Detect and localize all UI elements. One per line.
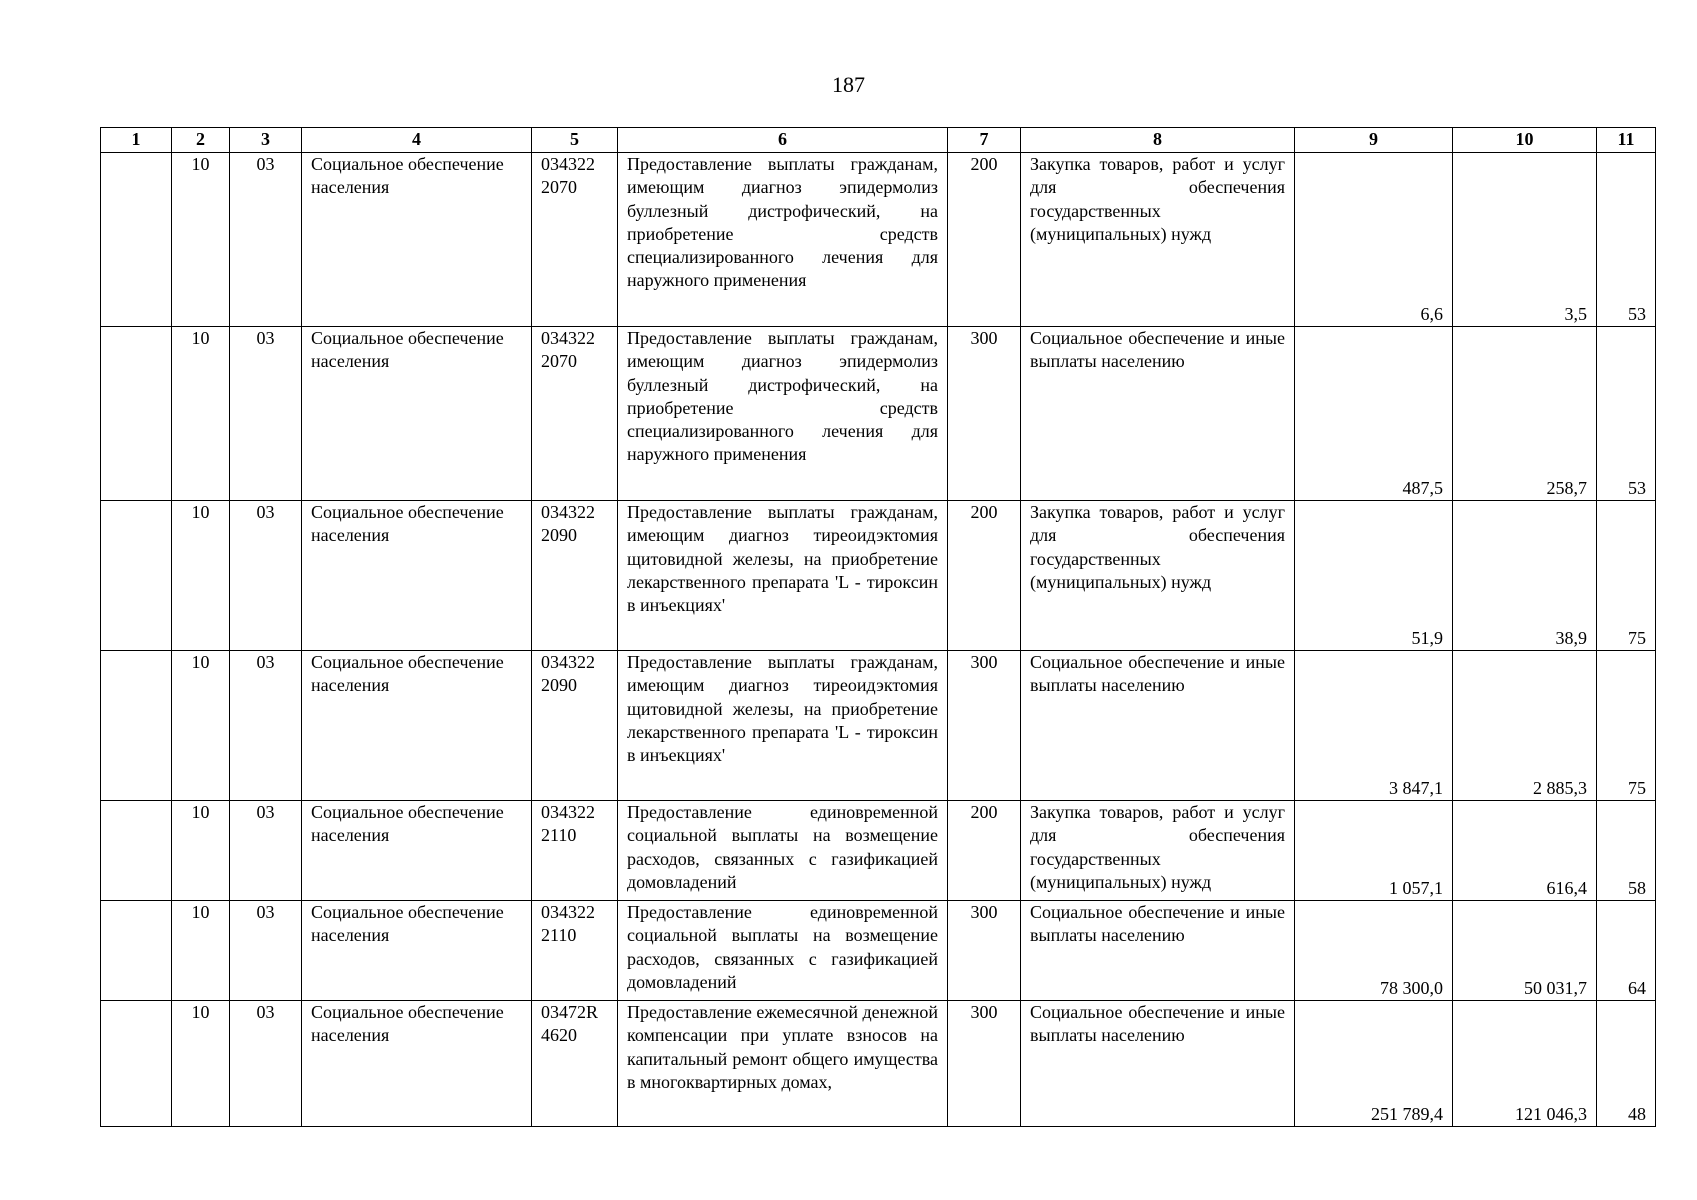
- column-header: 9: [1295, 128, 1453, 153]
- table-row: [101, 901, 1656, 1001]
- header-row: [101, 128, 1656, 153]
- percent-cell: 53: [1597, 327, 1656, 501]
- target-article-code-cell: 034322 2090: [532, 651, 618, 801]
- amount-plan-cell: 1 057,1: [1295, 801, 1453, 901]
- column-header: 8: [1021, 128, 1295, 153]
- target-article-code-cell: 034322 2110: [532, 801, 618, 901]
- row-index-cell: [101, 153, 172, 327]
- section-name-cell: Социальное обеспечение населения: [302, 501, 532, 651]
- expense-type-code-cell: 300: [948, 651, 1021, 801]
- target-article-code-cell: 034322 2110: [532, 901, 618, 1001]
- row-index-cell: [101, 651, 172, 801]
- budget-table: [100, 127, 1656, 1127]
- article-description-cell: Предоставление выплаты гражданам, имеющим диагноз тиреоидэктомия щитовидной железы, на приобретение лекарственного препарата 'L - тироксин в инъекциях': [618, 651, 948, 801]
- subsection-code-cell: 03: [230, 801, 302, 901]
- column-header: 3: [230, 128, 302, 153]
- section-code-cell: 10: [172, 501, 230, 651]
- row-index-cell: [101, 327, 172, 501]
- expense-type-code-cell: 200: [948, 801, 1021, 901]
- amount-plan-cell: 3 847,1: [1295, 651, 1453, 801]
- subsection-code-cell: 03: [230, 501, 302, 651]
- section-code-cell: 10: [172, 327, 230, 501]
- target-article-code-cell: 03472R 4620: [532, 1001, 618, 1127]
- article-description-cell: Предоставление выплаты гражданам, имеющим диагноз эпидермолиз буллезный дистрофический, на приобретение средств специализированного лечения для наружного применения: [618, 153, 948, 327]
- expense-type-name-cell: Закупка товаров, работ и услуг для обеспечения государственных (муниципальных) нужд: [1021, 801, 1295, 901]
- column-header: 10: [1453, 128, 1597, 153]
- expense-type-name-cell: Закупка товаров, работ и услуг для обеспечения государственных (муниципальных) нужд: [1021, 153, 1295, 327]
- expense-type-code-cell: 200: [948, 501, 1021, 651]
- table-row: [101, 1001, 1656, 1127]
- section-name-cell: Социальное обеспечение населения: [302, 651, 532, 801]
- expense-type-code-cell: 300: [948, 327, 1021, 501]
- percent-cell: 58: [1597, 801, 1656, 901]
- amount-plan-cell: 251 789,4: [1295, 1001, 1453, 1127]
- amount-actual-cell: 38,9: [1453, 501, 1597, 651]
- section-name-cell: Социальное обеспечение населения: [302, 153, 532, 327]
- column-header: 2: [172, 128, 230, 153]
- page-number: 187: [832, 72, 865, 97]
- expense-type-name-cell: Социальное обеспечение и иные выплаты населению: [1021, 1001, 1295, 1127]
- percent-cell: 75: [1597, 501, 1656, 651]
- section-code-cell: 10: [172, 153, 230, 327]
- section-code-cell: 10: [172, 1001, 230, 1127]
- row-index-cell: [101, 1001, 172, 1127]
- expense-type-name-cell: Социальное обеспечение и иные выплаты населению: [1021, 901, 1295, 1001]
- article-description-cell: Предоставление выплаты гражданам, имеющим диагноз тиреоидэктомия щитовидной железы, на приобретение лекарственного препарата 'L - тироксин в инъекциях': [618, 501, 948, 651]
- amount-actual-cell: 2 885,3: [1453, 651, 1597, 801]
- amount-plan-cell: 487,5: [1295, 327, 1453, 501]
- expense-type-code-cell: 300: [948, 1001, 1021, 1127]
- target-article-code-cell: 034322 2070: [532, 327, 618, 501]
- amount-plan-cell: 78 300,0: [1295, 901, 1453, 1001]
- section-name-cell: Социальное обеспечение населения: [302, 1001, 532, 1127]
- section-code-cell: 10: [172, 901, 230, 1001]
- target-article-code-cell: 034322 2070: [532, 153, 618, 327]
- column-header: 5: [532, 128, 618, 153]
- expense-type-name-cell: Закупка товаров, работ и услуг для обеспечения государственных (муниципальных) нужд: [1021, 501, 1295, 651]
- row-index-cell: [101, 501, 172, 651]
- column-header: 1: [101, 128, 172, 153]
- table-row: [101, 651, 1656, 801]
- article-description-cell: Предоставление единовременной социальной выплаты на возмещение расходов, связанных с газификацией домовладений: [618, 801, 948, 901]
- amount-plan-cell: 51,9: [1295, 501, 1453, 651]
- percent-cell: 64: [1597, 901, 1656, 1001]
- column-header: 7: [948, 128, 1021, 153]
- expense-type-name-cell: Социальное обеспечение и иные выплаты населению: [1021, 327, 1295, 501]
- section-name-cell: Социальное обеспечение населения: [302, 901, 532, 1001]
- subsection-code-cell: 03: [230, 651, 302, 801]
- section-name-cell: Социальное обеспечение населения: [302, 327, 532, 501]
- table-row: [101, 501, 1656, 651]
- article-description-cell: Предоставление выплаты гражданам, имеющим диагноз эпидермолиз буллезный дистрофический, на приобретение средств специализированного лечения для наружного применения: [618, 327, 948, 501]
- table-row: [101, 153, 1656, 327]
- amount-actual-cell: 3,5: [1453, 153, 1597, 327]
- expense-type-code-cell: 300: [948, 901, 1021, 1001]
- article-description-cell: Предоставление ежемесячной денежной компенсации при уплате взносов на капитальный ремонт общего имущества в многоквартирных домах,: [618, 1001, 948, 1127]
- amount-plan-cell: 6,6: [1295, 153, 1453, 327]
- target-article-code-cell: 034322 2090: [532, 501, 618, 651]
- percent-cell: 48: [1597, 1001, 1656, 1127]
- table-row: [101, 327, 1656, 501]
- subsection-code-cell: 03: [230, 1001, 302, 1127]
- percent-cell: 75: [1597, 651, 1656, 801]
- percent-cell: 53: [1597, 153, 1656, 327]
- subsection-code-cell: 03: [230, 901, 302, 1001]
- expense-type-name-cell: Социальное обеспечение и иные выплаты населению: [1021, 651, 1295, 801]
- table-row: [101, 801, 1656, 901]
- amount-actual-cell: 258,7: [1453, 327, 1597, 501]
- section-code-cell: 10: [172, 801, 230, 901]
- section-code-cell: 10: [172, 651, 230, 801]
- column-header: 4: [302, 128, 532, 153]
- amount-actual-cell: 50 031,7: [1453, 901, 1597, 1001]
- row-index-cell: [101, 801, 172, 901]
- amount-actual-cell: 121 046,3: [1453, 1001, 1597, 1127]
- amount-actual-cell: 616,4: [1453, 801, 1597, 901]
- section-name-cell: Социальное обеспечение населения: [302, 801, 532, 901]
- expense-type-code-cell: 200: [948, 153, 1021, 327]
- subsection-code-cell: 03: [230, 153, 302, 327]
- subsection-code-cell: 03: [230, 327, 302, 501]
- row-index-cell: [101, 901, 172, 1001]
- column-header: 11: [1597, 128, 1656, 153]
- article-description-cell: Предоставление единовременной социальной выплаты на возмещение расходов, связанных с газификацией домовладений: [618, 901, 948, 1001]
- column-header: 6: [618, 128, 948, 153]
